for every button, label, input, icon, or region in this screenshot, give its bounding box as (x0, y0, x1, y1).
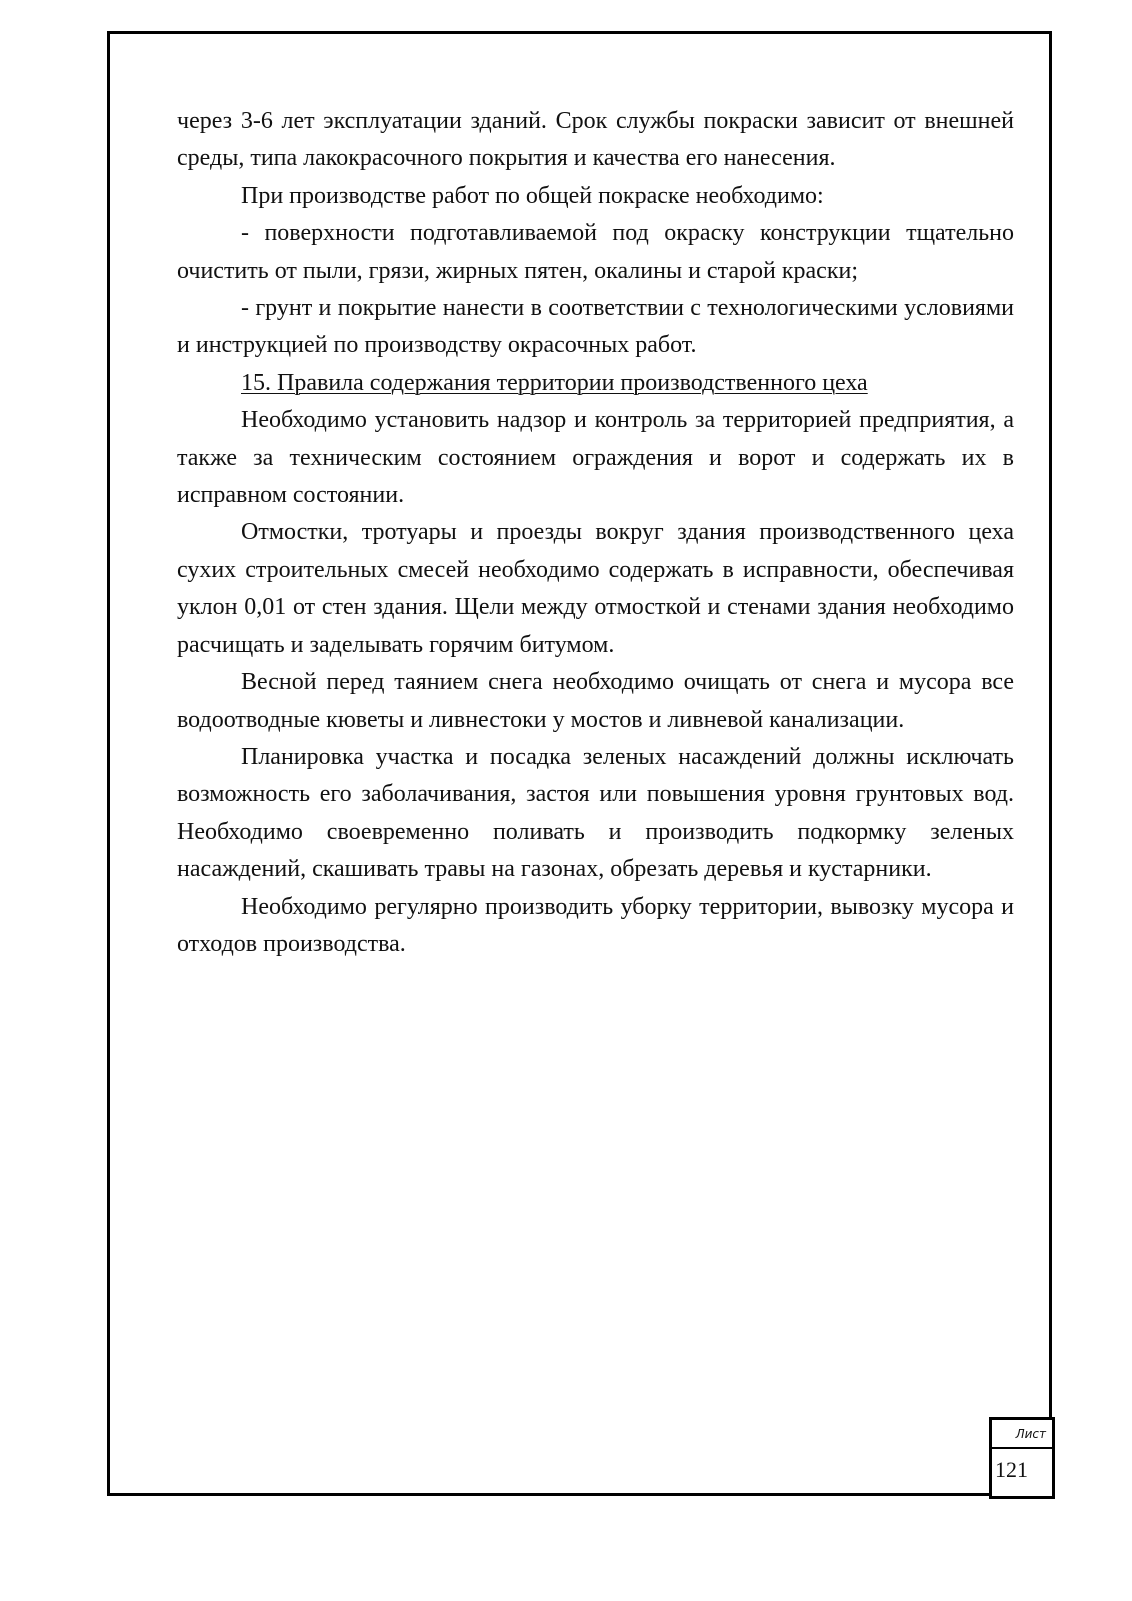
section-heading (177, 365, 1014, 402)
list-item: - грунт и покрытие нанести в соответствии с технологическими условиями и инструкцией по производству окрасочных работ. (177, 295, 1014, 359)
sheet-label: Лист (1015, 1427, 1046, 1441)
document-body (177, 103, 1014, 963)
sheet-number-stamp (989, 1417, 1055, 1499)
paragraph: Весной перед таянием снега необходимо очищать от снега и мусора все водоотводные кюветы и ливнестоки у мостов и ливневой канализации. (177, 669, 1014, 733)
sheet-label-cell (992, 1420, 1052, 1449)
paragraph: Отмостки, тротуары и проезды вокруг здания производственного цеха сухих строительных смесей необходимо содержать в исправности, обеспечивая уклон 0,01 от стен здания. Щели между отмосткой и стенами здания необходимо расчищать и заделывать горячим битумом. (177, 519, 1014, 658)
paragraph: При производстве работ по общей покраске необходимо: (241, 182, 824, 209)
paragraph: Планировка участка и посадка зеленых насаждений должны исключать возможность его заболачивания, застоя или повышения уровня грунтовых вод. Необходимо своевременно поливать и производить подкормку зеленых насаждений, скашивать травы на газонах, обрезать деревья и кустарники. (177, 743, 1014, 883)
paragraph: Необходимо установить надзор и контроль за территорией предприятия, а также за техническим состоянием ограждения и ворот и содержать их в исправном состоянии. (177, 407, 1014, 509)
list-item: - поверхности подготавливаемой под окраску конструкции тщательно очистить от пыли, грязи, жирных пятен, окалины и старой краски; (177, 220, 1014, 284)
section-heading-text: 15. Правила содержания территории производственного цеха (241, 369, 868, 396)
paragraph: Необходимо регулярно производить уборку территории, вывозку мусора и отходов производства. (177, 893, 1014, 957)
paragraph: через 3-6 лет эксплуатации зданий. Срок службы покраски зависит от внешней среды, типа лакокрасочного покрытия и качества его нанесения. (177, 108, 1014, 172)
page-number: 121 (995, 1457, 1028, 1482)
